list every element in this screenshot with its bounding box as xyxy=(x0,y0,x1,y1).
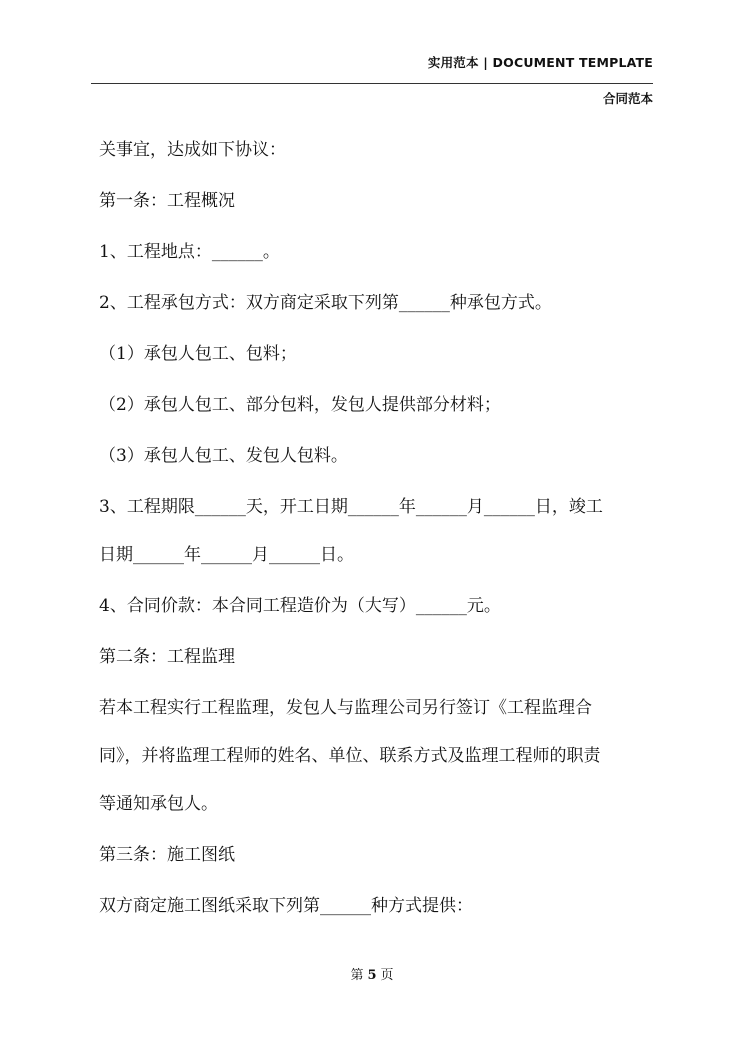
paragraph-contract-method: 2、工程承包方式：双方商定采取下列第______种承包方式。 xyxy=(99,293,552,313)
paragraph-location: 1、工程地点：______。 xyxy=(99,242,280,262)
page-suffix: 页 xyxy=(380,968,394,983)
paragraph-duration-line-1: 3、工程期限______天，开工日期______年______月______日，竣工 xyxy=(99,497,603,517)
section-heading-1: 第一条：工程概况 xyxy=(99,191,235,211)
document-body xyxy=(99,138,659,945)
paragraph-supervision-line-1: 若本工程实行工程监理，发包人与监理公司另行签订《工程监理合 xyxy=(99,698,592,718)
paragraph-intro: 关事宜，达成如下协议： xyxy=(99,140,286,160)
option-2: （2）承包人包工、部分包料，发包人提供部分材料； xyxy=(99,395,501,415)
paragraph-drawings: 双方商定施工图纸采取下列第______种方式提供： xyxy=(99,896,473,916)
paragraph-supervision xyxy=(99,696,659,816)
header-title: 实用范本 | DOCUMENT TEMPLATE xyxy=(427,55,653,70)
section-heading-2: 第二条：工程监理 xyxy=(99,647,235,667)
page-footer xyxy=(0,964,744,983)
header-subtitle: 合同范本 xyxy=(602,91,653,106)
page-number: 5 xyxy=(367,968,377,983)
paragraph-duration xyxy=(99,495,659,567)
paragraph-price: 4、合同价款：本合同工程造价为（大写）______元。 xyxy=(99,596,501,616)
section-heading-3: 第三条：施工图纸 xyxy=(99,845,235,865)
paragraph-duration-line-2: 日期______年______月______日。 xyxy=(99,545,354,565)
page-prefix: 第 xyxy=(350,968,364,983)
paragraph-supervision-line-2: 同》，并将监理工程师的姓名、单位、联系方式及监理工程师的职责 xyxy=(99,746,601,766)
header-divider xyxy=(91,83,653,84)
option-3: （3）承包人包工、发包人包料。 xyxy=(99,446,348,466)
paragraph-supervision-line-3: 等通知承包人。 xyxy=(99,794,218,814)
option-1: （1）承包人包工、包料； xyxy=(99,344,297,364)
